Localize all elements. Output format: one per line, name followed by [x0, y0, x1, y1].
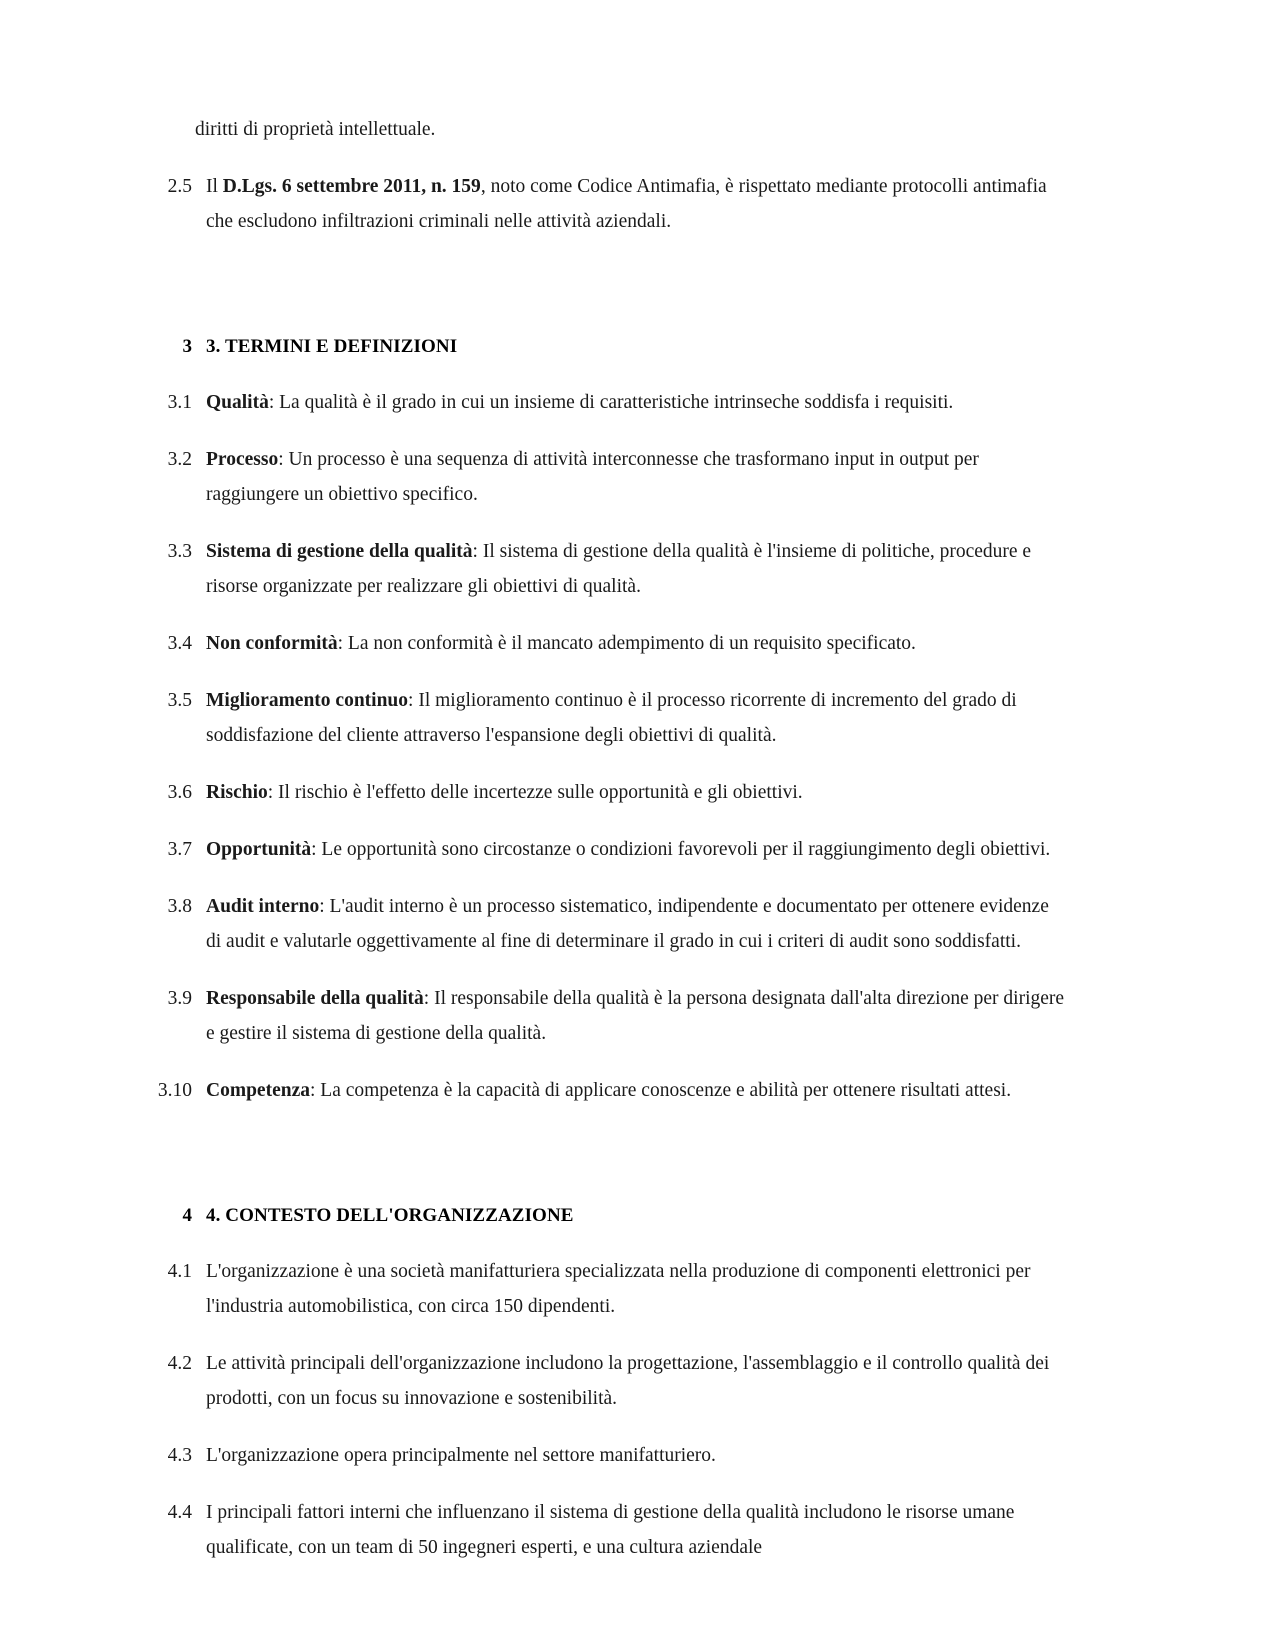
- clause-text-definition: : La non conformità è il mancato adempimento di un requisito specificato.: [337, 633, 916, 654]
- clause-item: [140, 683, 1135, 753]
- clause-number: 3.1: [167, 392, 192, 413]
- section-title: 4. CONTESTO DELL'ORGANIZZAZIONE: [206, 1205, 574, 1226]
- clause-number: 3.10: [157, 1080, 192, 1101]
- clause-text-definition: : Un processo è una sequenza di attività interconnesse che trasformano input in output per raggiungere un obiettivo specifico.: [206, 449, 979, 505]
- clause-text: [206, 775, 1066, 810]
- clause-number: 3.6: [167, 782, 192, 803]
- clause-text-lead: I principali fattori interni che influenzano il sistema di gestione della qualità includono le risorse umane qualificate, con un team di 50 ingegneri esperti, e una cultura aziendale: [206, 1502, 1015, 1558]
- clause-text: [206, 832, 1066, 867]
- clause-text: [206, 1073, 1066, 1108]
- continuation-line: diritti di proprietà intellettuale.: [195, 119, 436, 140]
- clause-text: [206, 626, 1066, 661]
- clause-term: Processo: [206, 449, 279, 470]
- clause-item: [140, 1254, 1135, 1324]
- clause-text-lead: L'organizzazione opera principalmente nel settore manifatturiero.: [206, 1445, 716, 1466]
- clause-item: [140, 169, 1135, 239]
- clause-text: [206, 683, 1066, 753]
- clause-term: Sistema di gestione della qualità: [206, 541, 473, 562]
- clause-number: 2.5: [167, 176, 192, 197]
- clause-text: [206, 1346, 1066, 1416]
- clause-text-lead: Il: [206, 176, 223, 197]
- clause-term: Miglioramento continuo: [206, 690, 409, 711]
- section-spacer: [140, 1108, 1135, 1142]
- clause-text-definition: : Il sistema di gestione della qualità è l'insieme di politiche, procedure e risorse organizzate per realizzare gli obiettivi di qualità.: [206, 541, 1032, 597]
- clause-text: [206, 169, 1066, 239]
- clause-term: Qualità: [206, 392, 269, 413]
- clause-number: 3.9: [167, 988, 192, 1009]
- clause-text: [206, 1438, 1066, 1473]
- clause-text-definition: : La qualità è il grado in cui un insieme di caratteristiche intrinseche soddisfa i requisiti.: [268, 392, 954, 413]
- section-number: 3: [182, 336, 192, 357]
- section-heading: [140, 1200, 1135, 1232]
- clause-text: [206, 385, 1066, 420]
- clause-text-lead: Le attività principali dell'organizzazione includono la progettazione, l'assemblaggio e il controllo qualità dei prodotti, con un focus su innovazione e sostenibilità.: [206, 1353, 1050, 1409]
- clause-number: 3.7: [167, 839, 192, 860]
- clause-text: [206, 442, 1066, 512]
- clause-term: Rischio: [206, 782, 268, 803]
- clause-number: 4.3: [167, 1445, 192, 1466]
- clause-term: Responsabile della qualità: [206, 988, 424, 1009]
- clause-text-definition: : Il responsabile della qualità è la persona designata dall'alta direzione per dirigere e gestire il sistema di gestione della qualità.: [206, 988, 1065, 1044]
- clause-term: Non conformità: [206, 633, 338, 654]
- clause-text-definition: : L'audit interno è un processo sistematico, indipendente e documentato per ottenere evidenze di audit e valutarle oggettivamente al fine di determinare il grado in cui i criteri di audit sono soddisfatti.: [206, 896, 1049, 952]
- clause-text: [206, 889, 1066, 959]
- clause-item: [140, 1346, 1135, 1416]
- clause-item: [140, 832, 1135, 867]
- clause-item: [140, 534, 1135, 604]
- clause-text-definition: , noto come Codice Antimafia, è rispettato mediante protocolli antimafia che escludono infiltrazioni criminali nelle attività aziendali.: [206, 176, 1047, 232]
- clause-text: [206, 534, 1066, 604]
- section-heading: [140, 331, 1135, 363]
- clause-text: [206, 1254, 1066, 1324]
- clause-text-definition: : Il miglioramento continuo è il processo ricorrente di incremento del grado di soddisfazione del cliente attraverso l'espansione degli obiettivi di qualità.: [206, 690, 1017, 746]
- clause-number: 3.8: [167, 896, 192, 917]
- clause-item: [140, 1073, 1135, 1108]
- section-spacer: [140, 239, 1135, 273]
- clause-term: D.Lgs. 6 settembre 2011, n. 159: [222, 176, 481, 197]
- clause-term: Audit interno: [206, 896, 320, 917]
- clause-number: 4.1: [167, 1261, 192, 1282]
- clause-item: [140, 775, 1135, 810]
- document-content: [140, 112, 1135, 1565]
- clause-text: [206, 1495, 1066, 1565]
- section-title: 3. TERMINI E DEFINIZIONI: [206, 336, 458, 357]
- clause-item: [140, 1438, 1135, 1473]
- clause-text-lead: L'organizzazione è una società manifatturiera specializzata nella produzione di componenti elettronici per l'industria automobilistica, con circa 150 dipendenti.: [206, 1261, 1031, 1317]
- clause-item: [140, 981, 1135, 1051]
- clause-item: [140, 385, 1135, 420]
- clause-number: 3.5: [167, 690, 192, 711]
- clause-number: 3.2: [167, 449, 192, 470]
- clause-item: [140, 889, 1135, 959]
- clause-list: [140, 169, 1135, 1565]
- clause-number: 4.2: [167, 1353, 192, 1374]
- clause-number: 3.3: [167, 541, 192, 562]
- clause-text: [206, 981, 1066, 1051]
- clause-number: 3.4: [167, 633, 192, 654]
- clause-number: 4.4: [167, 1502, 192, 1523]
- clause-term: Competenza: [206, 1080, 310, 1101]
- clause-item: [140, 626, 1135, 661]
- clause-item: [140, 1495, 1135, 1565]
- clause-text-definition: : Il rischio è l'effetto delle incertezze sulle opportunità e gli obiettivi.: [267, 782, 803, 803]
- clause-text-definition: : Le opportunità sono circostanze o condizioni favorevoli per il raggiungimento degli obiettivi.: [311, 839, 1051, 860]
- clause-text-definition: : La competenza è la capacità di applicare conoscenze e abilità per ottenere risultati attesi.: [309, 1080, 1012, 1101]
- clause-term: Opportunità: [206, 839, 312, 860]
- section-number: 4: [182, 1205, 192, 1226]
- clause-item: [140, 442, 1135, 512]
